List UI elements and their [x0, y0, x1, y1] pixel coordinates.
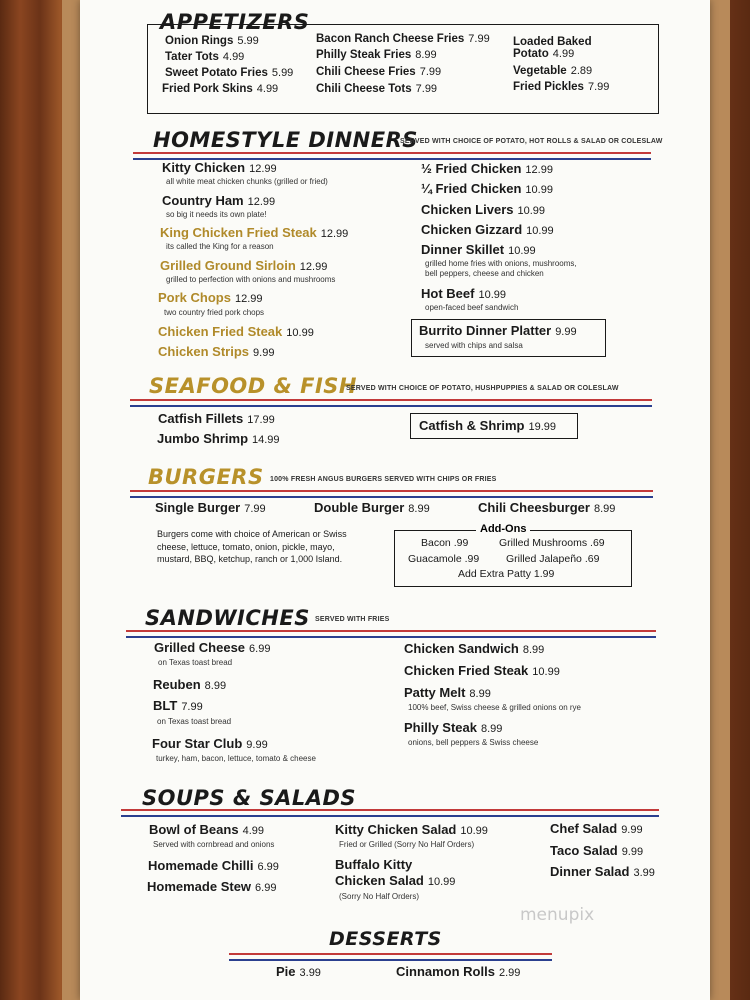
homestyle-note: SERVED WITH CHOICE OF POTATO, HOT ROLLS & SALAD OR COLESLAW — [400, 138, 663, 145]
seafood-note: SERVED WITH CHOICE OF POTATO, HUSHPUPPIES & SALAD OR COLESLAW — [346, 385, 619, 392]
appetizer-item: Potato 4.99 — [513, 48, 575, 60]
addon-item: Bacon .99 — [421, 537, 469, 549]
sandwich-item: Reuben 8.99 — [153, 677, 227, 692]
soup-item: Bowl of Beans 4.99 — [149, 822, 264, 837]
dessert-item: Pie 3.99 — [276, 964, 321, 979]
appetizer-item: Onion Rings 5.99 — [165, 35, 259, 47]
dinner-item: Country Ham 12.99 — [162, 193, 276, 208]
dinner-item: Hot Beef 10.99 — [421, 286, 506, 301]
seafood-title: SEAFOOD & FISH — [149, 374, 357, 398]
sandwich-item: Chicken Fried Steak 10.99 — [404, 663, 560, 678]
salad-item: Chicken Salad 10.99 — [335, 873, 456, 888]
dinner-desc: grilled to perfection with onions and mushrooms — [166, 275, 336, 284]
sandwiches-rule — [126, 630, 656, 638]
dinner-item: Dinner Skillet 10.99 — [421, 242, 536, 257]
sandwich-item: Patty Melt 8.99 — [404, 685, 491, 700]
dinner-item: ¼ Fried Chicken 10.99 — [421, 181, 553, 196]
dinner-desc: served with chips and salsa — [425, 341, 523, 350]
sandwich-item: Philly Steak 8.99 — [404, 720, 503, 735]
sandwich-item: Grilled Cheese 6.99 — [154, 640, 271, 655]
addon-item: Grilled Mushrooms .69 — [499, 537, 605, 549]
sandwich-desc: on Texas toast bread — [158, 658, 233, 667]
burger-item: Chili Cheesburger 8.99 — [478, 500, 616, 515]
sandwich-desc: turkey, ham, bacon, lettuce, tomato & cheese — [156, 754, 316, 763]
appetizer-item: Chili Cheese Tots 7.99 — [316, 83, 438, 95]
watermark: menupix — [520, 905, 595, 925]
addon-item: Grilled Jalapeño .69 — [506, 553, 600, 565]
appetizer-item: Fried Pickles 7.99 — [513, 81, 610, 93]
burger-item: Single Burger 7.99 — [155, 500, 266, 515]
seafood-rule — [130, 399, 652, 407]
dinner-item: Grilled Ground Sirloin 12.99 — [160, 258, 328, 273]
salad-item: Kitty Chicken Salad 10.99 — [335, 822, 488, 837]
appetizer-item: Bacon Ranch Cheese Fries 7.99 — [316, 33, 490, 45]
dinner-desc: so big it needs its own plate! — [166, 210, 267, 219]
dinner-item: ½ Fried Chicken 12.99 — [421, 161, 553, 176]
soup-item: Homemade Stew 6.99 — [147, 879, 277, 894]
appetizer-item: Sweet Potato Fries 5.99 — [165, 67, 294, 79]
appetizer-item: Vegetable 2.89 — [513, 65, 593, 77]
appetizer-item: Loaded Baked — [513, 36, 592, 48]
seafood-item: Catfish & Shrimp 19.99 — [419, 418, 556, 433]
sandwich-desc: 100% beef, Swiss cheese & grilled onions on rye — [408, 703, 581, 712]
dinner-desc: two country fried pork chops — [164, 308, 265, 317]
addon-item: Add Extra Patty 1.99 — [458, 568, 555, 580]
sandwich-item: Four Star Club 9.99 — [152, 736, 268, 751]
salad-item: Chef Salad 9.99 — [550, 821, 643, 836]
sandwich-item: BLT 7.99 — [153, 698, 203, 713]
dinner-desc: bell peppers, cheese and chicken — [425, 269, 544, 278]
seafood-item: Catfish Fillets 17.99 — [158, 411, 275, 426]
salad-item: Buffalo Kitty — [335, 857, 413, 872]
dinner-item: Chicken Strips 9.99 — [158, 344, 275, 359]
desserts-rule — [229, 953, 552, 961]
dinner-desc: grilled home fries with onions, mushrooms, — [425, 259, 577, 268]
appetizer-item: Fried Pork Skins 4.99 — [162, 83, 279, 95]
dinner-item: Burrito Dinner Platter 9.99 — [419, 323, 577, 338]
homestyle-title: HOMESTYLE DINNERS — [153, 128, 418, 152]
dinner-desc: open-faced beef sandwich — [425, 303, 519, 312]
sandwich-desc: onions, bell peppers & Swiss cheese — [408, 738, 539, 747]
burger-info: Burgers come with choice of American or Swiss cheese, lettuce, tomato, onion, pickle, mayo, mustard, BBQ, ketchup, ranch or 1,000 Island. — [157, 529, 347, 564]
soups-title: SOUPS & SALADS — [142, 786, 357, 810]
sandwiches-note: SERVED WITH FRIES — [315, 616, 390, 623]
dinner-item: Chicken Fried Steak 10.99 — [158, 324, 314, 339]
dinner-item: Chicken Gizzard 10.99 — [421, 222, 554, 237]
dinner-item: Chicken Livers 10.99 — [421, 202, 546, 217]
dinner-desc: all white meat chicken chunks (grilled or fried) — [166, 177, 328, 186]
addon-item: Guacamole .99 — [408, 553, 480, 565]
soups-rule — [121, 809, 659, 817]
desserts-title: DESSERTS — [329, 928, 442, 950]
appetizer-item: Tater Tots 4.99 — [165, 51, 245, 63]
sandwich-item: Chicken Sandwich 8.99 — [404, 641, 545, 656]
salad-item: Dinner Salad 3.99 — [550, 864, 655, 879]
sandwiches-title: SANDWICHES — [145, 606, 310, 630]
sandwich-desc: on Texas toast bread — [157, 717, 232, 726]
appetizers-title: APPETIZERS — [160, 10, 310, 34]
burgers-note: 100% FRESH ANGUS BURGERS SERVED WITH CHIPS OR FRIES — [270, 476, 497, 483]
dinner-desc: its called the King for a reason — [166, 242, 274, 251]
dessert-item: Cinnamon Rolls 2.99 — [396, 964, 521, 979]
dinner-item: Kitty Chicken 12.99 — [162, 160, 277, 175]
burgers-rule — [130, 490, 653, 498]
salad-desc: Fried or Grilled (Sorry No Half Orders) — [339, 840, 475, 849]
appetizer-item: Chili Cheese Fries 7.99 — [316, 66, 442, 78]
dinner-item: King Chicken Fried Steak 12.99 — [160, 225, 349, 240]
burgers-title: BURGERS — [148, 465, 264, 489]
salad-desc: (Sorry No Half Orders) — [339, 892, 420, 901]
appetizer-item: Philly Steak Fries 8.99 — [316, 49, 437, 61]
addons-title: Add-Ons — [476, 523, 530, 535]
soup-item: Homemade Chilli 6.99 — [148, 858, 279, 873]
burger-item: Double Burger 8.99 — [314, 500, 430, 515]
seafood-item: Jumbo Shrimp 14.99 — [157, 431, 280, 446]
dinner-item: Pork Chops 12.99 — [158, 290, 263, 305]
homestyle-rule — [133, 152, 651, 160]
salad-item: Taco Salad 9.99 — [550, 843, 644, 858]
soup-desc: Served with cornbread and onions — [153, 840, 275, 849]
